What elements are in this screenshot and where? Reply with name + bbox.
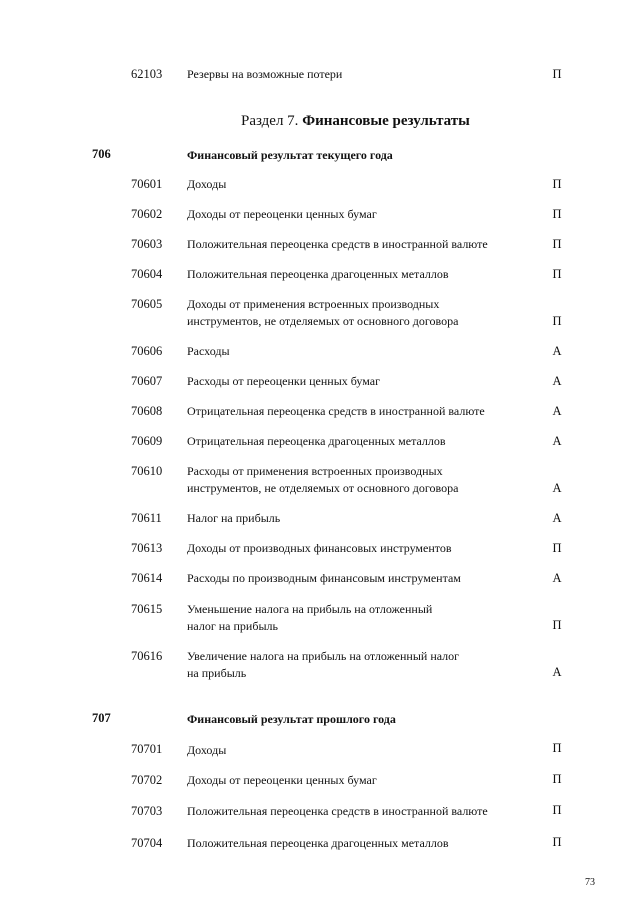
section-title bbox=[241, 113, 470, 130]
account-name: Расходы от применения встроенных производных bbox=[187, 464, 443, 478]
account-code: 70614 bbox=[131, 571, 163, 585]
account-name: Доходы от применения встроенных производных bbox=[187, 297, 440, 311]
account-type: П bbox=[552, 314, 562, 328]
account-type: П bbox=[552, 267, 562, 281]
account-code: 70702 bbox=[131, 773, 163, 787]
account-name: Расходы bbox=[187, 344, 230, 358]
account-name: Положительная переоценка средств в иностранной валюте bbox=[187, 804, 488, 818]
account-type: П bbox=[552, 772, 562, 786]
account-code: 70611 bbox=[131, 511, 162, 525]
account-code: 70604 bbox=[131, 267, 163, 281]
account-type: А bbox=[552, 374, 562, 388]
account-name: Доходы от переоценки ценных бумаг bbox=[187, 207, 377, 221]
account-type: П bbox=[552, 177, 562, 191]
account-name: Положительная переоценка средств в иностранной валюте bbox=[187, 237, 488, 251]
account-code: 70609 bbox=[131, 434, 163, 448]
account-type: П bbox=[552, 541, 562, 555]
account-code: 70613 bbox=[131, 541, 163, 555]
account-code: 70703 bbox=[131, 804, 163, 818]
account-name: Доходы bbox=[187, 743, 227, 757]
account-type: П bbox=[552, 237, 562, 251]
account-code: 70606 bbox=[131, 344, 163, 358]
account-type: П bbox=[552, 618, 562, 632]
group-title: Финансовый результат текущего года bbox=[187, 148, 393, 162]
account-code: 70704 bbox=[131, 836, 163, 850]
account-code: 70615 bbox=[131, 602, 163, 616]
account-name: Расходы по производным финансовым инструментам bbox=[187, 571, 461, 585]
account-name: Доходы от переоценки ценных бумаг bbox=[187, 773, 377, 787]
account-type: П bbox=[552, 207, 562, 221]
account-name: Отрицательная переоценка средств в иностранной валюте bbox=[187, 404, 485, 418]
account-name-continued: инструментов, не отделяемых от основного договора bbox=[187, 314, 459, 328]
page-number: 73 bbox=[585, 877, 595, 888]
section-name: Финансовые результаты bbox=[302, 113, 470, 129]
account-type: П bbox=[552, 803, 562, 817]
account-name: Расходы от переоценки ценных бумаг bbox=[187, 374, 381, 388]
account-code: 70616 bbox=[131, 649, 163, 663]
account-code: 70602 bbox=[131, 207, 163, 221]
account-code: 70610 bbox=[131, 464, 163, 478]
account-name: Доходы bbox=[187, 177, 227, 191]
account-name: Отрицательная переоценка драгоценных металлов bbox=[187, 434, 446, 448]
account-code: 70603 bbox=[131, 237, 163, 251]
account-code: 70607 bbox=[131, 374, 163, 388]
account-type: А bbox=[552, 571, 562, 585]
account-type: А bbox=[552, 665, 562, 679]
account-type: П bbox=[552, 67, 562, 81]
group-title: Финансовый результат прошлого года bbox=[187, 712, 396, 726]
account-name-continued: инструментов, не отделяемых от основного договора bbox=[187, 481, 459, 495]
account-code: 70608 bbox=[131, 404, 163, 418]
account-name-continued: налог на прибыль bbox=[187, 619, 278, 633]
group-code: 706 bbox=[92, 147, 111, 161]
account-type: А bbox=[552, 511, 562, 525]
account-type: П bbox=[552, 741, 562, 755]
account-type: А bbox=[552, 344, 562, 358]
account-name: Доходы от производных финансовых инструментов bbox=[187, 541, 452, 555]
account-name-continued: на прибыль bbox=[187, 666, 247, 680]
account-type: А bbox=[552, 434, 562, 448]
account-name: Уменьшение налога на прибыль на отложенный bbox=[187, 602, 433, 616]
account-code: 70701 bbox=[131, 742, 163, 756]
section-prefix: Раздел 7. bbox=[241, 113, 299, 129]
account-code: 62103 bbox=[131, 67, 163, 81]
account-type: А bbox=[552, 404, 562, 418]
account-code: 70601 bbox=[131, 177, 163, 191]
account-type: А bbox=[552, 481, 562, 495]
account-name: Увеличение налога на прибыль на отложенный налог bbox=[187, 649, 460, 663]
account-name: Резервы на возможные потери bbox=[187, 67, 343, 81]
account-name: Положительная переоценка драгоценных металлов bbox=[187, 836, 449, 850]
account-name: Положительная переоценка драгоценных металлов bbox=[187, 267, 449, 281]
account-name: Налог на прибыль bbox=[187, 511, 281, 525]
account-code: 70605 bbox=[131, 297, 163, 311]
group-code: 707 bbox=[92, 711, 111, 725]
account-type: П bbox=[552, 835, 562, 849]
